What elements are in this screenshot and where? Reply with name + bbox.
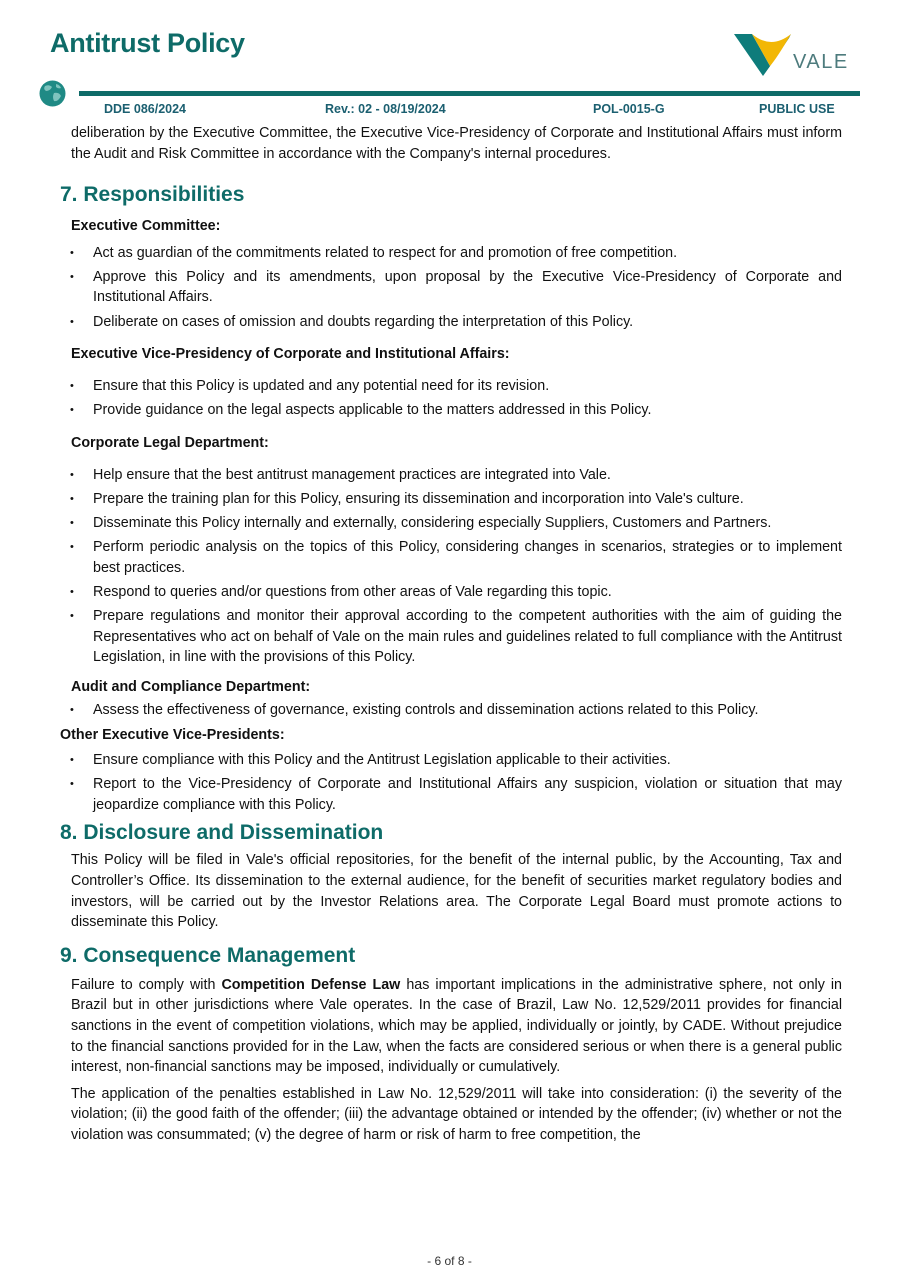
- list-item: • Deliberate on cases of omission and doubts regarding the interpretation of this Policy.: [60, 312, 842, 333]
- list-item: • Ensure that this Policy is updated and any potential need for its revision.: [60, 376, 842, 397]
- list-item: • Perform periodic analysis on the topics of this Policy, considering changes in scenarios, strategies or to implement best practices.: [60, 537, 842, 578]
- audit-dept-title: Audit and Compliance Department:: [71, 678, 311, 695]
- list-item: • Report to the Vice-Presidency of Corporate and Institutional Affairs any suspicion, violation or situation that may jeopardize compliance with this Policy.: [60, 774, 842, 815]
- bold-term: Competition Defense Law: [221, 976, 401, 993]
- text-span: Failure to comply with: [71, 976, 222, 993]
- section-8-paragraph: This Policy will be filed in Vale's official repositories, for the benefit of the internal public, by the Accounting, Tax and Controller’s Office. Its dissemination to the external audience, for the benefit of securities market regulatory bodies and investors, will be carried out by the Investor Relations area. The Corporate Legal Board must promote actions to disseminate this Policy.: [71, 852, 842, 931]
- section-9-paragraph-2: The application of the penalties established in Law No. 12,529/2011 will take into consideration: (i) the severity of the violation; (ii) the good faith of the offender; (iii) the advantage obtained or intended by the offender; (iv) whether or not the violation was consummated; (v) the degree of harm or risk of harm to free competition, the: [71, 1085, 842, 1143]
- other-evps-title: Other Executive Vice-Presidents:: [60, 726, 285, 743]
- revision: Rev.: 02 - 08/19/2024: [325, 102, 446, 116]
- classification: PUBLIC USE: [759, 102, 835, 116]
- list-item: • Disseminate this Policy internally and externally, considering especially Suppliers, Customers and Partners.: [60, 513, 842, 534]
- document-body: [60, 123, 842, 1146]
- doc-number: DDE 086/2024: [104, 102, 187, 116]
- text-span: has important implications in the administrative sphere, not only in Brazil but in other jurisdictions where Vale operates. In the case of Brazil, Law No. 12,529/2011 provides for financial sanctions in the event of competition violations, which may be applied, individually or jointly, by CADE. Without prejudice to the financial sanctions provided for in the Law, when the facts are considered serious or when there is a general public interest, non-financial sanctions may be imposed, individually or cumulatively.: [71, 976, 843, 1076]
- list-item: • Prepare regulations and monitor their approval according to the competent authorities with the aim of guiding the Representatives who act on behalf of Vale on the main rules and guidelines related to full compliance with the Antitrust Legislation, in line with the provisions of this Policy.: [60, 606, 842, 668]
- exec-committee-list: [60, 243, 842, 332]
- evp-corporate-title: Executive Vice-Presidency of Corporate and Institutional Affairs:: [71, 346, 510, 363]
- document-title: Antitrust Policy: [50, 28, 245, 58]
- list-item: • Ensure compliance with this Policy and the Antitrust Legislation applicable to their activities.: [60, 750, 842, 771]
- exec-committee-title: Executive Committee:: [71, 218, 221, 235]
- intro-paragraph: deliberation by the Executive Committee, the Executive Vice-Presidency of Corporate and Institutional Affairs must inform the Audit and Risk Committee in accordance with the Company's internal procedures.: [71, 125, 842, 162]
- list-item: • Respond to queries and/or questions from other areas of Vale regarding this topic.: [60, 582, 842, 603]
- list-item: • Act as guardian of the commitments related to respect for and promotion of free competition.: [60, 243, 842, 264]
- list-item: • Prepare the training plan for this Policy, ensuring its dissemination and incorporation into Vale's culture.: [60, 489, 842, 510]
- list-item: • Help ensure that the best antitrust management practices are integrated into Vale.: [60, 465, 842, 486]
- legal-dept-list: [60, 465, 842, 668]
- section-9-paragraph-1: [71, 975, 842, 1078]
- list-item: • Provide guidance on the legal aspects applicable to the matters addressed in this Policy.: [60, 400, 842, 421]
- policy-code: POL-0015-G: [593, 102, 665, 116]
- page-number: - 6 of 8 -: [427, 1254, 472, 1268]
- globe-icon: [39, 80, 66, 107]
- section-8-heading: 8. Disclosure and Dissemination: [60, 821, 384, 845]
- audit-dept-list: [60, 700, 842, 721]
- logo-text: VALE: [793, 51, 849, 73]
- section-9-heading: 9. Consequence Management: [60, 943, 356, 967]
- list-item: • Approve this Policy and its amendments, upon proposal by the Executive Vice-Presidency of Corporate and Institutional Affairs.: [60, 267, 842, 308]
- evp-corporate-list: [60, 376, 842, 421]
- section-7-heading: 7. Responsibilities: [60, 183, 245, 207]
- list-item: • Assess the effectiveness of governance, existing controls and dissemination actions related to this Policy.: [60, 700, 842, 721]
- legal-dept-title: Corporate Legal Department:: [71, 435, 269, 452]
- header-rule: [79, 91, 860, 96]
- other-evps-list: [60, 750, 842, 815]
